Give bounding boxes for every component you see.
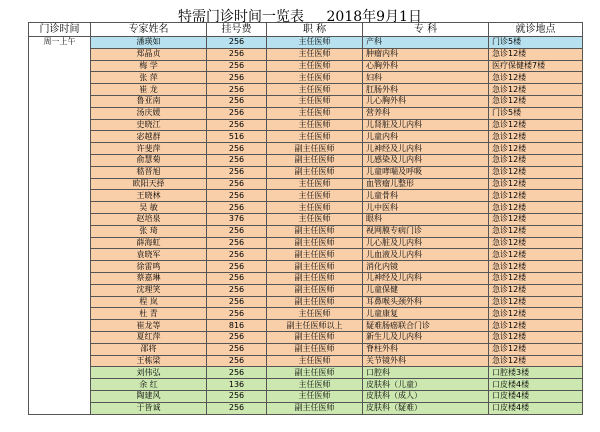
location-cell: 急诊12楼 [489, 261, 583, 273]
fee-cell: 256 [207, 95, 267, 107]
table-row [29, 213, 583, 225]
location-cell: 急诊12楼 [489, 296, 583, 308]
expert-name: 袁晓军 [91, 249, 207, 261]
expert-name: 陶建风 [91, 390, 207, 402]
dept-cell: 儿童骨科 [363, 190, 489, 202]
location-cell: 急诊12楼 [489, 320, 583, 332]
dept-cell: 儿血液及儿内科 [363, 249, 489, 261]
expert-name: 杜 青 [91, 308, 207, 320]
header-dept: 专 科 [363, 23, 489, 37]
location-cell: 门诊5楼 [489, 107, 583, 119]
expert-name: 潘瑛如 [91, 37, 207, 49]
expert-name: 梅 学 [91, 60, 207, 72]
location-cell: 急诊12楼 [489, 178, 583, 190]
dept-cell: 儿心胸外科 [363, 95, 489, 107]
location-cell: 急诊12楼 [489, 237, 583, 249]
dept-cell: 肛肠外科 [363, 84, 489, 96]
expert-name: 王晓林 [91, 190, 207, 202]
title-cell: 副主任医师 [267, 343, 363, 355]
title-cell: 主任医师 [267, 178, 363, 190]
dept-cell: 皮肤科（成人） [363, 390, 489, 402]
fee-cell: 256 [207, 355, 267, 367]
schedule-body [29, 37, 583, 415]
table-row [29, 131, 583, 143]
dept-cell: 新生儿及儿内科 [363, 331, 489, 343]
location-cell: 口皮楼4楼 [489, 379, 583, 391]
table-row [29, 119, 583, 131]
header-location: 就诊地点 [489, 23, 583, 37]
fee-cell: 256 [207, 48, 267, 60]
dept-cell: 口腔科 [363, 367, 489, 379]
title-cell: 主任医师 [267, 390, 363, 402]
table-row [29, 48, 583, 60]
fee-cell: 256 [207, 331, 267, 343]
location-cell: 急诊12楼 [489, 48, 583, 60]
location-cell: 急诊12楼 [489, 355, 583, 367]
fee-cell: 256 [207, 249, 267, 261]
dept-cell: 脊柱外科 [363, 343, 489, 355]
expert-name: 夏红萍 [91, 331, 207, 343]
fee-cell: 256 [207, 37, 267, 49]
table-row [29, 261, 583, 273]
expert-name: 吴 敏 [91, 202, 207, 214]
location-cell: 急诊12楼 [489, 95, 583, 107]
fee-cell: 256 [207, 284, 267, 296]
table-row [29, 143, 583, 155]
title-cell: 副主任医师 [267, 367, 363, 379]
table-row [29, 343, 583, 355]
dept-cell: 关节镜外科 [363, 355, 489, 367]
fee-cell: 256 [207, 261, 267, 273]
schedule-table [28, 22, 583, 415]
header-title: 职 称 [267, 23, 363, 37]
dept-cell: 心胸外科 [363, 60, 489, 72]
dept-cell: 儿童康复 [363, 308, 489, 320]
location-cell: 口腔楼3楼 [489, 367, 583, 379]
expert-name: 王栋梁 [91, 355, 207, 367]
table-row [29, 390, 583, 402]
location-cell: 急诊12楼 [489, 84, 583, 96]
location-cell: 急诊12楼 [489, 154, 583, 166]
dept-cell: 营养科 [363, 107, 489, 119]
title-cell: 主任医师 [267, 213, 363, 225]
location-cell: 急诊12楼 [489, 143, 583, 155]
title-cell: 主任医师 [267, 84, 363, 96]
dept-cell: 儿肾脏及儿内科 [363, 119, 489, 131]
title-cell: 主任医师 [267, 107, 363, 119]
dept-cell: 皮肤科（儿童） [363, 379, 489, 391]
expert-name: 沈理笑 [91, 284, 207, 296]
title-cell: 副主任医师 [267, 166, 363, 178]
table-row [29, 107, 583, 119]
table-row [29, 367, 583, 379]
table-row [29, 379, 583, 391]
dept-cell: 儿中医科 [363, 202, 489, 214]
title-cell: 副主任医师 [267, 331, 363, 343]
table-row [29, 60, 583, 72]
title-cell: 副主任医师 [267, 402, 363, 414]
expert-name: 赵培泉 [91, 213, 207, 225]
fee-cell: 256 [207, 107, 267, 119]
location-cell: 急诊12楼 [489, 213, 583, 225]
expert-name: 薛海虹 [91, 237, 207, 249]
title-cell: 主任医师 [267, 131, 363, 143]
fee-cell: 256 [207, 178, 267, 190]
expert-name: 史晓江 [91, 119, 207, 131]
fee-cell: 256 [207, 225, 267, 237]
expert-name: 宓越群 [91, 131, 207, 143]
fee-cell: 256 [207, 402, 267, 414]
fee-cell: 256 [207, 166, 267, 178]
title-cell: 副主任医师 [267, 154, 363, 166]
location-cell: 口皮楼4楼 [489, 390, 583, 402]
title-cell: 副主任医师 [267, 261, 363, 273]
table-row [29, 320, 583, 332]
title-cell: 副主任医师 [267, 237, 363, 249]
table-row [29, 95, 583, 107]
expert-name: 于皆诚 [91, 402, 207, 414]
title-cell: 主任医师 [267, 202, 363, 214]
table-row [29, 296, 583, 308]
fee-cell: 256 [207, 367, 267, 379]
dept-cell: 消化内镜 [363, 261, 489, 273]
location-cell: 口皮楼4楼 [489, 402, 583, 414]
fee-cell: 256 [207, 343, 267, 355]
table-row [29, 84, 583, 96]
expert-name: 张 萍 [91, 72, 207, 84]
table-row [29, 308, 583, 320]
title-text: 特需门诊时间一览表 [178, 9, 305, 25]
title-cell: 副主任医师 [267, 143, 363, 155]
expert-name: 邵将 [91, 343, 207, 355]
table-row [29, 331, 583, 343]
table-row [29, 178, 583, 190]
dept-cell: 皮肤科（疑难） [363, 402, 489, 414]
fee-cell: 376 [207, 213, 267, 225]
header-time: 门诊时间 [29, 23, 91, 37]
expert-name: 许斐萍 [91, 143, 207, 155]
fee-cell: 256 [207, 60, 267, 72]
location-cell: 急诊12楼 [489, 131, 583, 143]
fee-cell: 256 [207, 272, 267, 284]
fee-cell: 136 [207, 379, 267, 391]
title-cell: 主任医师 [267, 60, 363, 72]
dept-cell: 儿神经及儿内科 [363, 272, 489, 284]
fee-cell: 256 [207, 143, 267, 155]
location-cell: 急诊12楼 [489, 72, 583, 84]
expert-name: 张 琦 [91, 225, 207, 237]
table-row [29, 154, 583, 166]
table-row [29, 237, 583, 249]
expert-name: 刘伟弘 [91, 367, 207, 379]
header-name: 专家姓名 [91, 23, 207, 37]
expert-name: 郑晶贞 [91, 48, 207, 60]
expert-name: 鲁亚南 [91, 95, 207, 107]
expert-name: 崔龙等 [91, 320, 207, 332]
location-cell: 急诊12楼 [489, 284, 583, 296]
location-cell: 急诊12楼 [489, 343, 583, 355]
fee-cell: 256 [207, 119, 267, 131]
title-cell: 主任医师 [267, 379, 363, 391]
title-cell: 主任医师 [267, 355, 363, 367]
fee-cell: 516 [207, 131, 267, 143]
title-cell: 副主任医师 [267, 284, 363, 296]
dept-cell: 视网膜专病门诊 [363, 225, 489, 237]
table-row [29, 166, 583, 178]
title-cell: 主任医师 [267, 119, 363, 131]
title-cell: 主任医师 [267, 308, 363, 320]
fee-cell: 256 [207, 308, 267, 320]
fee-cell: 256 [207, 84, 267, 96]
expert-name: 嵇晋旭 [91, 166, 207, 178]
fee-cell: 256 [207, 390, 267, 402]
expert-name: 蔡嘉琳 [91, 272, 207, 284]
dept-cell: 产科 [363, 37, 489, 49]
table-row [29, 190, 583, 202]
title-cell: 副主任医师以上 [267, 320, 363, 332]
title-cell: 副主任医师 [267, 225, 363, 237]
expert-name: 崔 龙 [91, 84, 207, 96]
title-cell: 主任医师 [267, 72, 363, 84]
dept-cell: 血管瘤儿整形 [363, 178, 489, 190]
dept-cell: 儿神经及儿内科 [363, 143, 489, 155]
table-row [29, 202, 583, 214]
location-cell: 急诊12楼 [489, 249, 583, 261]
title-cell: 副主任医师 [267, 272, 363, 284]
header-fee: 挂号费 [207, 23, 267, 37]
table-row [29, 72, 583, 84]
dept-cell: 疑难肠癌联合门诊 [363, 320, 489, 332]
fee-cell: 256 [207, 72, 267, 84]
location-cell: 急诊12楼 [489, 225, 583, 237]
expert-name: 欧阳天择 [91, 178, 207, 190]
table-row [29, 284, 583, 296]
fee-cell: 256 [207, 296, 267, 308]
location-cell: 急诊12楼 [489, 119, 583, 131]
expert-name: 汤庆媛 [91, 107, 207, 119]
location-cell: 门诊5楼 [489, 37, 583, 49]
title-cell: 主任医师 [267, 37, 363, 49]
fee-cell: 256 [207, 190, 267, 202]
fee-cell: 256 [207, 202, 267, 214]
table-row [29, 225, 583, 237]
fee-cell: 256 [207, 154, 267, 166]
fee-cell: 256 [207, 237, 267, 249]
expert-name: 余 红 [91, 379, 207, 391]
table-row [29, 272, 583, 284]
expert-name: 程 岚 [91, 296, 207, 308]
location-cell: 急诊12楼 [489, 308, 583, 320]
title-cell: 主任医师 [267, 48, 363, 60]
location-cell: 急诊12楼 [489, 190, 583, 202]
dept-cell: 耳鼻喉头颈外科 [363, 296, 489, 308]
title-date: 2018年9月1日 [326, 9, 422, 25]
period-cell: 周一上午 [29, 37, 91, 415]
expert-name: 俞慧菊 [91, 154, 207, 166]
location-cell: 急诊12楼 [489, 272, 583, 284]
table-row [29, 402, 583, 414]
title-cell: 副主任医师 [267, 249, 363, 261]
title-cell: 副主任医师 [267, 296, 363, 308]
dept-cell: 肿瘤内科 [363, 48, 489, 60]
header-row [29, 23, 583, 37]
location-cell: 急诊12楼 [489, 166, 583, 178]
location-cell: 急诊12楼 [489, 331, 583, 343]
title-cell: 主任医师 [267, 190, 363, 202]
dept-cell: 眼科 [363, 213, 489, 225]
table-row [29, 37, 583, 49]
dept-cell: 儿感染及儿内科 [363, 154, 489, 166]
title-cell: 主任医师 [267, 95, 363, 107]
expert-name: 徐雷鸣 [91, 261, 207, 273]
table-row [29, 249, 583, 261]
dept-cell: 妇科 [363, 72, 489, 84]
location-cell: 医疗保健楼7楼 [489, 60, 583, 72]
dept-cell: 儿童保健 [363, 284, 489, 296]
dept-cell: 儿童内科 [363, 131, 489, 143]
dept-cell: 儿童哮喘及呼吸 [363, 166, 489, 178]
table-row [29, 355, 583, 367]
dept-cell: 儿心脏及儿内科 [363, 237, 489, 249]
location-cell: 急诊12楼 [489, 202, 583, 214]
fee-cell: 816 [207, 320, 267, 332]
